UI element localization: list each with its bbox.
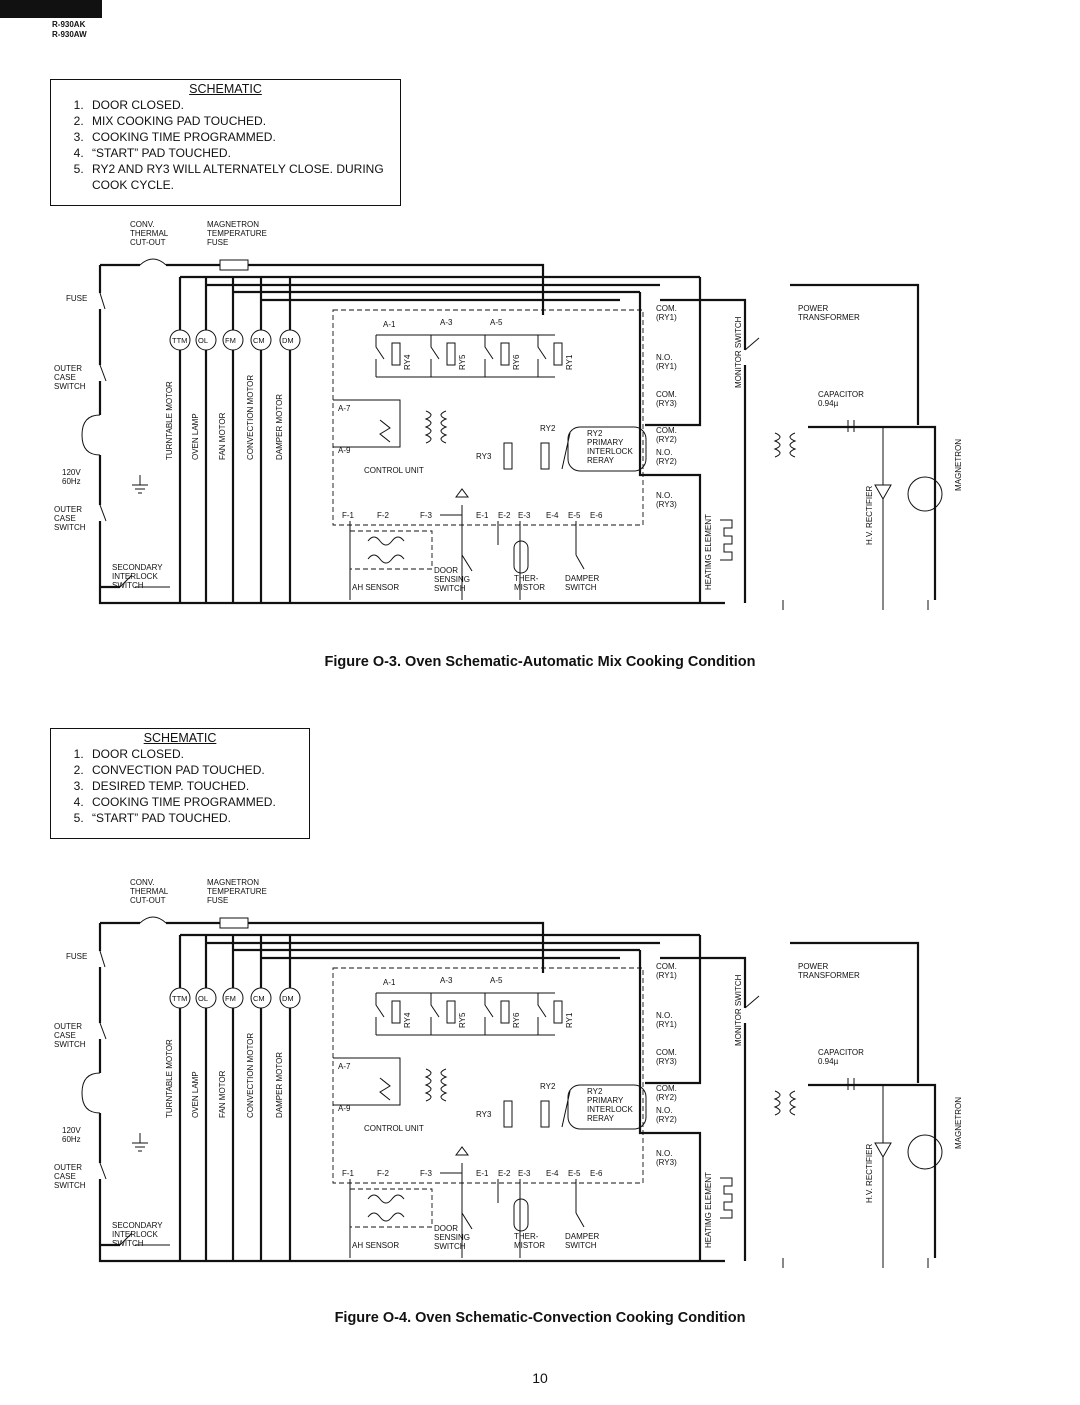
relay-label: RY4 bbox=[403, 354, 412, 370]
primary-interlock-relay-label: PRIMARY bbox=[587, 438, 624, 447]
contact-label: (RY1) bbox=[656, 313, 677, 322]
outer-case-switch-label: OUTER bbox=[54, 364, 82, 373]
terminal-label: E-1 bbox=[476, 1169, 489, 1178]
ah-sensor-label: AH SENSOR bbox=[352, 583, 400, 592]
load-code-label: CM bbox=[253, 994, 265, 1003]
thermistor-label: THER- bbox=[514, 1232, 539, 1241]
heating-element-symbol bbox=[720, 1178, 732, 1218]
magnetron-temp-fuse-label: TEMPERATURE bbox=[207, 229, 267, 238]
condition-item: 2. CONVECTION PAD TOUCHED. bbox=[87, 762, 309, 778]
magnetron-symbol bbox=[908, 477, 942, 511]
hv-rectifier-symbol bbox=[875, 1085, 891, 1258]
load-name-label: FAN MOTOR bbox=[218, 1070, 227, 1118]
condition-item: 4. “START” PAD TOUCHED. bbox=[87, 145, 400, 161]
load-name-label: CONVECTION MOTOR bbox=[246, 374, 255, 460]
figure-caption: Figure O-3. Oven Schematic-Automatic Mix Cooking Condition bbox=[324, 654, 756, 670]
damper-switch-symbol bbox=[576, 555, 584, 569]
contact-label: (RY3) bbox=[656, 1158, 677, 1167]
terminal-label: A-5 bbox=[490, 976, 503, 985]
ah-sensor-label: AH SENSOR bbox=[352, 1241, 400, 1250]
relay-contact-symbol bbox=[431, 993, 439, 1035]
relay-coil-symbol bbox=[501, 1001, 509, 1023]
magnetron-temp-fuse-label: FUSE bbox=[207, 896, 229, 905]
relay-label: RY2 bbox=[540, 424, 556, 433]
diode-symbol bbox=[456, 1147, 468, 1155]
transformer-primary-symbol bbox=[775, 1091, 780, 1115]
damper-switch-label: DAMPER bbox=[565, 574, 600, 583]
load-wire bbox=[180, 277, 700, 300]
ground-symbol bbox=[132, 475, 148, 493]
primary-interlock-relay-label: RERAY bbox=[587, 1114, 614, 1123]
monitor-switch-label: MONITOR SWITCH bbox=[734, 974, 743, 1046]
terminal-label: F-1 bbox=[342, 511, 354, 520]
ground-symbol bbox=[783, 1258, 928, 1268]
relay-contact-symbol bbox=[485, 993, 493, 1035]
terminal-label: E-5 bbox=[568, 1169, 581, 1178]
load-name-label: TURNTABLE MOTOR bbox=[165, 1039, 174, 1118]
contact-label: (RY2) bbox=[656, 1093, 677, 1102]
monitor-switch-symbol bbox=[745, 338, 759, 350]
ah-sensor-outline bbox=[350, 1189, 432, 1227]
terminal-label: F-1 bbox=[342, 1169, 354, 1178]
secondary-interlock-label: SECONDARY bbox=[112, 563, 163, 572]
door-sensing-switch-label: SWITCH bbox=[434, 584, 466, 593]
magnetron-temp-fuse-label: TEMPERATURE bbox=[207, 887, 267, 896]
contact-label: (RY1) bbox=[656, 971, 677, 980]
terminal-label: F-3 bbox=[420, 511, 432, 520]
condition-item: 1. DOOR CLOSED. bbox=[87, 97, 400, 113]
capacitor-label: CAPACITOR bbox=[818, 390, 864, 399]
terminal-label: F-3 bbox=[420, 1169, 432, 1178]
contact-label: COM. bbox=[656, 390, 677, 399]
load-name-label: TURNTABLE MOTOR bbox=[165, 381, 174, 460]
thermistor-label: MISTOR bbox=[514, 583, 545, 592]
contact-label: (RY3) bbox=[656, 500, 677, 509]
diode-symbol bbox=[456, 489, 468, 497]
relay-coil-symbol bbox=[541, 443, 549, 469]
magnetron-temp-fuse-label: FUSE bbox=[207, 238, 229, 247]
relay-label: RY1 bbox=[565, 1012, 574, 1028]
conv-thermal-cutout-label: CONV. bbox=[130, 878, 155, 887]
relay-coil-symbol bbox=[447, 343, 455, 365]
heating-element-label: HEATIMG ELEMENT bbox=[704, 514, 713, 590]
relay-contact-symbol bbox=[431, 335, 439, 377]
power-transformer-label: POWER bbox=[798, 304, 829, 313]
outer-case-switch-label: SWITCH bbox=[54, 523, 86, 532]
relay-coil-symbol bbox=[541, 1101, 549, 1127]
terminal-label: E-5 bbox=[568, 511, 581, 520]
transformer-symbol bbox=[441, 1069, 446, 1101]
primary-interlock-relay-label: RERAY bbox=[587, 456, 614, 465]
contact-label: N.O. bbox=[656, 491, 673, 500]
relay-label: RY3 bbox=[476, 452, 492, 461]
transformer-secondary-symbol bbox=[790, 1091, 795, 1115]
fuse-label: FUSE bbox=[66, 294, 88, 303]
monitor-switch-label: MONITOR SWITCH bbox=[734, 316, 743, 388]
load-name-label: OVEN LAMP bbox=[191, 1071, 200, 1118]
terminal-label: E-6 bbox=[590, 511, 603, 520]
door-sensing-switch-label: SENSING bbox=[434, 1233, 471, 1242]
primary-interlock-relay-label: INTERLOCK bbox=[587, 447, 633, 456]
condition-item: 4. COOKING TIME PROGRAMMED. bbox=[87, 794, 309, 810]
temperature-fuse-symbol bbox=[220, 260, 248, 270]
contact-label: N.O. bbox=[656, 1149, 673, 1158]
transformer-primary-symbol bbox=[775, 433, 780, 457]
power-transformer-label: POWER bbox=[798, 962, 829, 971]
relay-contact-symbol bbox=[376, 993, 384, 1035]
contact-label: COM. bbox=[656, 304, 677, 313]
thermistor-symbol bbox=[514, 1199, 528, 1231]
hv-wire bbox=[790, 285, 935, 600]
primary-interlock-relay-label: RY2 bbox=[587, 429, 603, 438]
heating-element-symbol bbox=[720, 520, 732, 560]
terminal-label: E-4 bbox=[546, 1169, 559, 1178]
load-wire bbox=[180, 935, 700, 958]
door-sensing-switch-label: SWITCH bbox=[434, 1242, 466, 1251]
magnetron-symbol bbox=[908, 1135, 942, 1169]
relay-coil-symbol bbox=[447, 1001, 455, 1023]
contact-label: N.O. bbox=[656, 1106, 673, 1115]
load-name-label: DAMPER MOTOR bbox=[275, 1051, 284, 1118]
schematic-notes-box bbox=[50, 728, 310, 839]
damper-switch-label: SWITCH bbox=[565, 583, 597, 592]
control-wire bbox=[333, 993, 555, 1105]
terminal-label: A-7 bbox=[338, 404, 351, 413]
contact-label: COM. bbox=[656, 426, 677, 435]
relay-coil-symbol bbox=[392, 343, 400, 365]
primary-interlock-relay-label: RY2 bbox=[587, 1087, 603, 1096]
control-unit-label: CONTROL UNIT bbox=[364, 1124, 424, 1133]
load-name-label: CONVECTION MOTOR bbox=[246, 1032, 255, 1118]
transformer-symbol bbox=[380, 420, 390, 442]
door-sensing-switch-label: SENSING bbox=[434, 575, 471, 584]
load-code-label: FM bbox=[225, 994, 236, 1003]
outer-case-switch-label: OUTER bbox=[54, 1163, 82, 1172]
thermal-cutout-symbol bbox=[140, 259, 166, 265]
supply-wire bbox=[100, 923, 543, 973]
outer-case-switch-label: SWITCH bbox=[54, 1181, 86, 1190]
load-name-label: FAN MOTOR bbox=[218, 412, 227, 460]
contact-label: (RY1) bbox=[656, 362, 677, 371]
load-code-label: DM bbox=[282, 336, 294, 345]
header-black-bar bbox=[0, 0, 102, 18]
hv-rectifier-symbol bbox=[875, 427, 891, 600]
conv-thermal-cutout-label: CONV. bbox=[130, 220, 155, 229]
transformer-symbol bbox=[426, 411, 431, 443]
door-sensing-switch-symbol bbox=[462, 555, 472, 571]
relay-coil-symbol bbox=[501, 343, 509, 365]
schematic-notes-title: SCHEMATIC bbox=[143, 731, 217, 745]
door-sensing-switch-symbol bbox=[462, 1213, 472, 1229]
relay-contact-symbol bbox=[538, 335, 546, 377]
contact-label: (RY1) bbox=[656, 1020, 677, 1029]
terminal-label: F-2 bbox=[377, 1169, 389, 1178]
primary-interlock-relay-label: INTERLOCK bbox=[587, 1105, 633, 1114]
capacitor-label: 0.94µ bbox=[818, 399, 839, 408]
hv-rectifier-label: H.V. RECTIFIER bbox=[865, 1143, 874, 1203]
ah-sensor-element bbox=[368, 1195, 404, 1221]
condition-list bbox=[51, 746, 309, 826]
supply-voltage-label: 60Hz bbox=[62, 477, 81, 486]
model-code: R-930AK bbox=[52, 20, 86, 29]
outer-case-switch-label: SWITCH bbox=[54, 1040, 86, 1049]
contact-label: (RY3) bbox=[656, 399, 677, 408]
relay-coil-symbol bbox=[504, 443, 512, 469]
schematic-notes-title: SCHEMATIC bbox=[189, 82, 262, 96]
load-name-label: OVEN LAMP bbox=[191, 413, 200, 460]
terminal-label: A-9 bbox=[338, 1104, 351, 1113]
supply-voltage-label: 60Hz bbox=[62, 1135, 81, 1144]
control-unit-outline bbox=[333, 968, 643, 1183]
model-code: R-930AW bbox=[52, 30, 87, 39]
outer-case-switch-label: OUTER bbox=[54, 1022, 82, 1031]
supply-voltage-label: 120V bbox=[62, 1126, 81, 1135]
damper-switch-label: DAMPER bbox=[565, 1232, 600, 1241]
contact-label: (RY2) bbox=[656, 435, 677, 444]
plug-symbol bbox=[82, 1073, 100, 1113]
terminal-label: A-3 bbox=[440, 318, 453, 327]
contact-label: (RY2) bbox=[656, 1115, 677, 1124]
conv-thermal-cutout-label: CUT-OUT bbox=[130, 238, 166, 247]
conv-thermal-cutout-label: CUT-OUT bbox=[130, 896, 166, 905]
capacitor-label: 0.94µ bbox=[818, 1057, 839, 1066]
fuse-label: FUSE bbox=[66, 952, 88, 961]
contact-label: COM. bbox=[656, 1048, 677, 1057]
load-code-label: FM bbox=[225, 336, 236, 345]
contact-label: N.O. bbox=[656, 448, 673, 457]
control-wire bbox=[333, 335, 555, 447]
condition-item: 3. DESIRED TEMP. TOUCHED. bbox=[87, 778, 309, 794]
terminal-label: F-2 bbox=[377, 511, 389, 520]
thermistor-symbol bbox=[514, 541, 528, 573]
magnetron-temp-fuse-label: MAGNETRON bbox=[207, 220, 259, 229]
terminal-label: E-2 bbox=[498, 511, 511, 520]
oven-schematic-diagram bbox=[0, 873, 1080, 1278]
conv-thermal-cutout-label: THERMAL bbox=[130, 887, 169, 896]
relay-label: RY5 bbox=[458, 1012, 467, 1028]
door-sensing-switch-label: DOOR bbox=[434, 1224, 458, 1233]
thermistor-label: MISTOR bbox=[514, 1241, 545, 1250]
transformer-secondary-symbol bbox=[790, 433, 795, 457]
transformer-symbol bbox=[441, 411, 446, 443]
hv-wire bbox=[790, 943, 935, 1258]
relay-label: RY3 bbox=[476, 1110, 492, 1119]
relay-coil-symbol bbox=[554, 1001, 562, 1023]
contact-label: (RY2) bbox=[656, 457, 677, 466]
heating-element-label: HEATIMG ELEMENT bbox=[704, 1172, 713, 1248]
terminal-label: E-3 bbox=[518, 511, 531, 520]
monitor-switch-symbol bbox=[745, 996, 759, 1008]
relay-label: RY6 bbox=[512, 1012, 521, 1028]
magnetron-label: MAGNETRON bbox=[954, 439, 963, 491]
terminal-label: A-7 bbox=[338, 1062, 351, 1071]
terminal-label: E-2 bbox=[498, 1169, 511, 1178]
outer-case-switch-label: CASE bbox=[54, 1172, 76, 1181]
terminal-label: A-1 bbox=[383, 978, 396, 987]
terminal-label: A-1 bbox=[383, 320, 396, 329]
load-code-label: OL bbox=[198, 994, 209, 1003]
secondary-interlock-label: SWITCH bbox=[112, 581, 144, 590]
outer-case-switch-label: SWITCH bbox=[54, 382, 86, 391]
condition-item: 5. “START” PAD TOUCHED. bbox=[87, 810, 309, 826]
page-number: 10 bbox=[532, 1370, 548, 1386]
hv-rectifier-label: H.V. RECTIFIER bbox=[865, 485, 874, 545]
terminal-label: E-4 bbox=[546, 511, 559, 520]
terminal-label: E-3 bbox=[518, 1169, 531, 1178]
outer-case-switch-label: OUTER bbox=[54, 505, 82, 514]
terminal-label: A-3 bbox=[440, 976, 453, 985]
relay-contact-symbol bbox=[376, 335, 384, 377]
relay-contact-symbol bbox=[538, 993, 546, 1035]
magnetron-label: MAGNETRON bbox=[954, 1097, 963, 1149]
contact-label: COM. bbox=[656, 962, 677, 971]
ground-symbol bbox=[783, 600, 928, 610]
outer-case-switch-label: CASE bbox=[54, 373, 76, 382]
conv-thermal-cutout-label: THERMAL bbox=[130, 229, 169, 238]
load-name-label: DAMPER MOTOR bbox=[275, 393, 284, 460]
oven-schematic-diagram bbox=[0, 215, 1080, 620]
terminal-label: E-6 bbox=[590, 1169, 603, 1178]
supply-wire bbox=[100, 265, 543, 315]
secondary-interlock-label: SWITCH bbox=[112, 1239, 144, 1248]
relay-label: RY5 bbox=[458, 354, 467, 370]
condition-list bbox=[51, 97, 400, 193]
ah-sensor-outline bbox=[350, 531, 432, 569]
schematic-notes-box bbox=[50, 79, 401, 206]
terminal-label: E-1 bbox=[476, 511, 489, 520]
relay-label: RY4 bbox=[403, 1012, 412, 1028]
load-code-label: OL bbox=[198, 336, 209, 345]
transformer-symbol bbox=[426, 1069, 431, 1101]
load-code-label: DM bbox=[282, 994, 294, 1003]
condition-item: 2. MIX COOKING PAD TOUCHED. bbox=[87, 113, 400, 129]
secondary-interlock-label: INTERLOCK bbox=[112, 1230, 158, 1239]
condition-item: 3. COOKING TIME PROGRAMMED. bbox=[87, 129, 400, 145]
load-code-label: TTM bbox=[172, 336, 188, 345]
contact-label: (RY3) bbox=[656, 1057, 677, 1066]
power-transformer-label: TRANSFORMER bbox=[798, 971, 860, 980]
contact-label: COM. bbox=[656, 1084, 677, 1093]
transformer-symbol bbox=[380, 1078, 390, 1100]
relay-label: RY1 bbox=[565, 354, 574, 370]
temperature-fuse-symbol bbox=[220, 918, 248, 928]
thermistor-label: THER- bbox=[514, 574, 539, 583]
load-code-label: CM bbox=[253, 336, 265, 345]
ground-symbol bbox=[132, 1133, 148, 1151]
damper-switch-label: SWITCH bbox=[565, 1241, 597, 1250]
terminal-label: A-5 bbox=[490, 318, 503, 327]
condition-item: 1. DOOR CLOSED. bbox=[87, 746, 309, 762]
condition-item: 5. RY2 AND RY3 WILL ALTERNATELY CLOSE. DURING COOK CYCLE. bbox=[87, 161, 400, 193]
capacitor-label: CAPACITOR bbox=[818, 1048, 864, 1057]
load-code-label: TTM bbox=[172, 994, 188, 1003]
magnetron-temp-fuse-label: MAGNETRON bbox=[207, 878, 259, 887]
control-unit-label: CONTROL UNIT bbox=[364, 466, 424, 475]
outer-case-switch-label: CASE bbox=[54, 514, 76, 523]
relay-contact-symbol bbox=[485, 335, 493, 377]
contact-label: N.O. bbox=[656, 353, 673, 362]
relay-label: RY2 bbox=[540, 1082, 556, 1091]
thermal-cutout-symbol bbox=[140, 917, 166, 923]
power-transformer-label: TRANSFORMER bbox=[798, 313, 860, 322]
supply-voltage-label: 120V bbox=[62, 468, 81, 477]
door-sensing-switch-label: DOOR bbox=[434, 566, 458, 575]
figure-caption: Figure O-4. Oven Schematic-Convection Cooking Condition bbox=[334, 1310, 746, 1326]
secondary-interlock-label: INTERLOCK bbox=[112, 572, 158, 581]
terminal-label: A-9 bbox=[338, 446, 351, 455]
primary-interlock-relay-label: PRIMARY bbox=[587, 1096, 624, 1105]
secondary-interlock-label: SECONDARY bbox=[112, 1221, 163, 1230]
relay-coil-symbol bbox=[504, 1101, 512, 1127]
relay-coil-symbol bbox=[392, 1001, 400, 1023]
ah-sensor-element bbox=[368, 537, 404, 563]
plug-symbol bbox=[82, 415, 100, 455]
outer-case-switch-label: CASE bbox=[54, 1031, 76, 1040]
relay-label: RY6 bbox=[512, 354, 521, 370]
relay-coil-symbol bbox=[554, 343, 562, 365]
contact-label: N.O. bbox=[656, 1011, 673, 1020]
damper-switch-symbol bbox=[576, 1213, 584, 1227]
control-unit-outline bbox=[333, 310, 643, 525]
